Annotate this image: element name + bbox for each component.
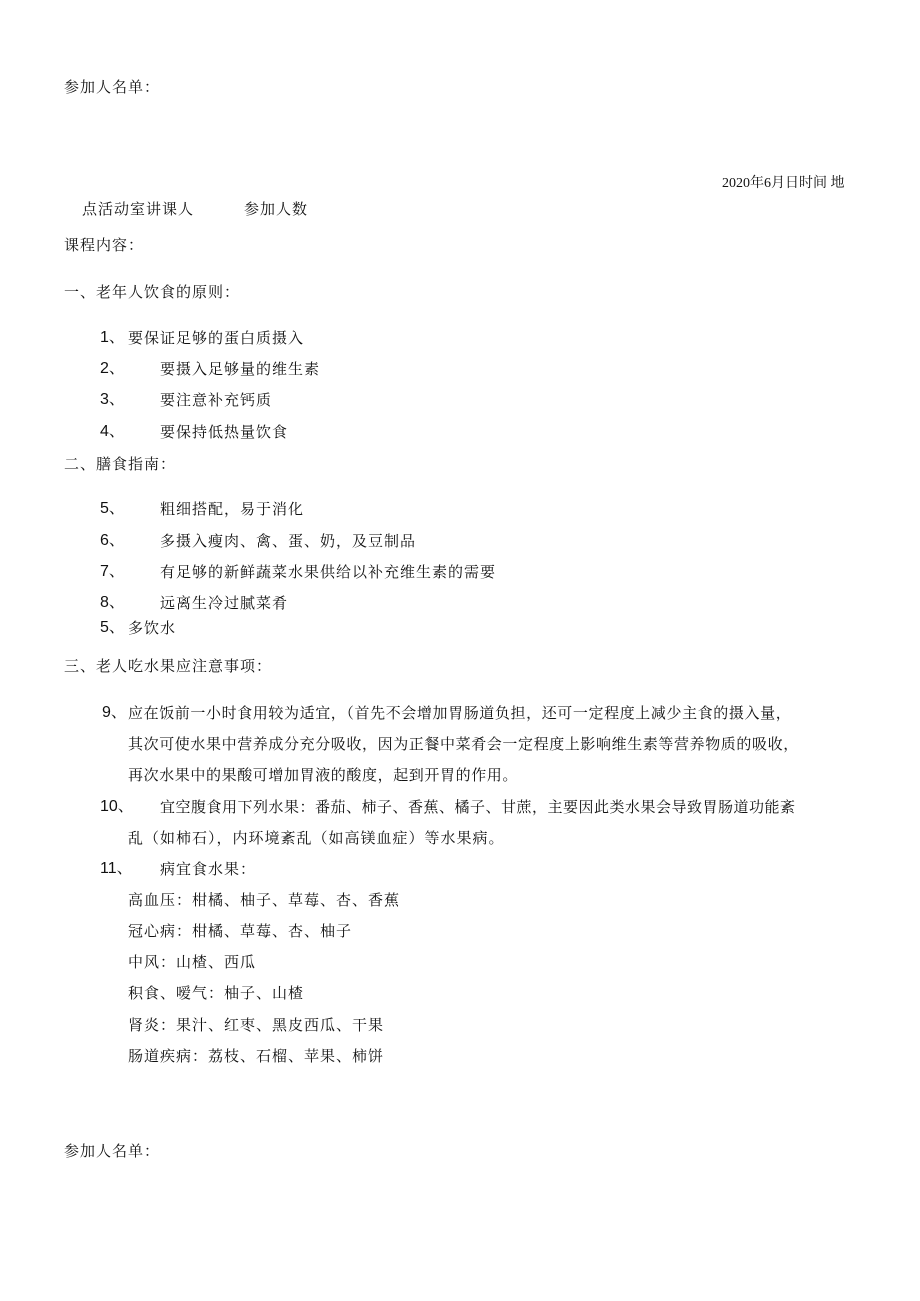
- section1-item-number: 2、: [100, 360, 125, 377]
- section2-item-number: 6、: [100, 532, 125, 549]
- item9-line: 其次可使水果中营养成分充分吸收，因为正餐中菜肴会一定程度上影响维生素等营养物质的吸收，: [128, 735, 799, 753]
- section2-item-text: 远离生冷过腻菜肴: [160, 594, 289, 612]
- disease-fruit-line: 冠心病：柑橘、草莓、杏、柚子: [128, 922, 353, 940]
- section1-item-number: 1、: [100, 329, 125, 346]
- item10-line: 宜空腹食用下列水果：番茄、柿子、香蕉、橘子、甘蔗，主要因此类水果会导致胃肠道功能紊: [160, 798, 796, 816]
- disease-fruit-line: 肠道疾病：荔枝、石榴、苹果、柿饼: [128, 1047, 385, 1065]
- section1-heading: 一、老年人饮食的原则：: [64, 283, 241, 301]
- date-line: 2020年6月日时间 地: [722, 176, 845, 191]
- item9-line: 再次水果中的果酸可增加胃液的酸度，起到开胃的作用。: [128, 766, 519, 784]
- section1-item-text: 要摄入足够量的维生素: [160, 360, 321, 378]
- section2-item-text: 多饮水: [128, 619, 177, 637]
- section1-item-text: 要保证足够的蛋白质摄入: [128, 329, 305, 347]
- section2-item-number: 7、: [100, 563, 125, 580]
- section3-heading: 三、老人吃水果应注意事项：: [64, 657, 273, 675]
- participant-count-label: 参加人数: [244, 200, 309, 218]
- item11-title: 病宜食水果：: [160, 860, 257, 878]
- section2-heading: 二、膳食指南：: [64, 455, 177, 473]
- section2-item-text: 多摄入瘦肉、禽、蛋、奶，及豆制品: [160, 532, 417, 550]
- section2-item-text: 有足够的新鲜蔬菜水果供给以补充维生素的需要: [160, 563, 497, 581]
- section1-item-number: 3、: [100, 391, 125, 408]
- course-content-label: 课程内容：: [64, 236, 145, 254]
- item11-number: 11、: [100, 860, 133, 877]
- place-teacher-label: 点活动室讲课人: [82, 200, 195, 218]
- attendees-label-bottom: 参加人名单：: [64, 1142, 161, 1160]
- section2-item-number: 5、: [100, 500, 125, 517]
- section2-item-text: 粗细搭配，易于消化: [160, 500, 305, 518]
- disease-fruit-line: 高血压：柑橘、柚子、草莓、杏、香蕉: [128, 891, 401, 909]
- disease-fruit-line: 中风：山楂、西瓜: [128, 953, 257, 971]
- disease-fruit-line: 肾炎：果汁、红枣、黑皮西瓜、干果: [128, 1016, 385, 1034]
- section1-item-text: 要保持低热量饮食: [160, 423, 289, 441]
- section2-item-number: 8、: [100, 594, 125, 611]
- item10-number: 10、: [100, 798, 134, 815]
- section1-item-text: 要注意补充钙质: [160, 391, 273, 409]
- item10-line: 乱（如柿石），内环境紊乱（如高镁血症）等水果病。: [128, 829, 505, 847]
- item9-line: 应在饭前一小时食用较为适宜，（首先不会增加胃肠道负担，还可一定程度上减少主食的摄入量，: [128, 704, 792, 722]
- section1-item-number: 4、: [100, 423, 125, 440]
- section2-item-number: 5、: [100, 619, 125, 636]
- attendees-label-top: 参加人名单：: [64, 78, 161, 96]
- disease-fruit-line: 积食、嗳气：柚子、山楂: [128, 984, 305, 1002]
- item9-number: 9、: [102, 704, 127, 721]
